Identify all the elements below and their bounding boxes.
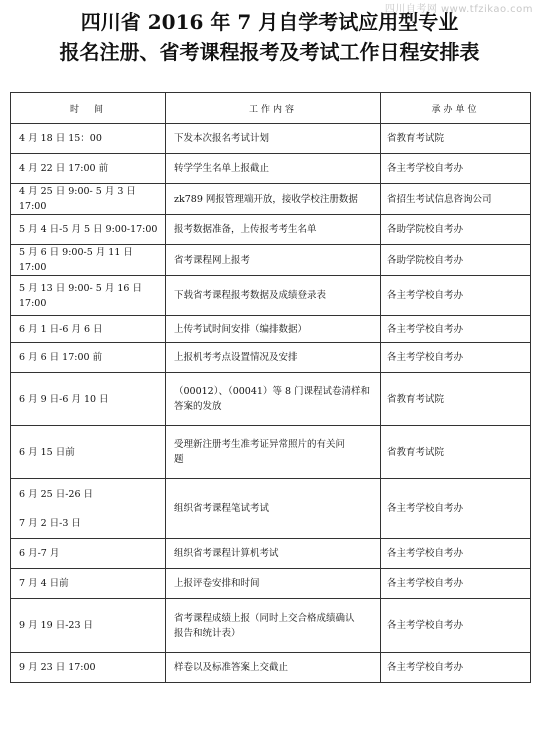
- cell-content-line: 省考课程成绩上报（同时上交合格成绩确认: [174, 612, 355, 624]
- header-unit: 承办单位: [381, 93, 531, 124]
- cell-content-line: 上报机考考点设置情况及安排: [174, 352, 298, 363]
- cell-unit: 各主考学校自考办: [381, 276, 531, 316]
- cell-time: [11, 539, 166, 569]
- cell-content-line: 上报评卷安排和时间: [174, 578, 260, 589]
- cell-content-line: zk789 网报管理端开放，接收学校注册数据: [174, 193, 358, 205]
- cell-content-line: 省考课程网上报考: [174, 254, 251, 266]
- cell-content-line: （00012）、（00041）等 8 门课程试卷清样和: [174, 386, 371, 397]
- table-row: [11, 426, 531, 479]
- cell-unit: 各主考学校自考办: [381, 154, 531, 184]
- cell-time-line: 5 月 6 日 9:00-5 月 11 日 17:00: [19, 247, 133, 273]
- cell-time-line: 7 月 4 日前: [19, 578, 69, 589]
- cell-time-line: 4 月 18 日 15：00: [19, 133, 102, 144]
- watermark: 四川自考网 www.tfzikao.com: [384, 4, 533, 15]
- cell-content: [166, 154, 381, 184]
- table-row: [11, 653, 531, 683]
- cell-time-line: 6 月-7 月: [19, 548, 60, 559]
- cell-content: [166, 539, 381, 569]
- table-row: [11, 599, 531, 653]
- cell-content-line: 报考数据准备，上传报考考生名单: [174, 224, 317, 235]
- cell-content: [166, 426, 381, 479]
- cell-unit: 省招生考试信息咨询公司: [381, 184, 531, 215]
- cell-time-line: 6 月 1 日-6 月 6 日: [19, 323, 103, 335]
- cell-unit: 各主考学校自考办: [381, 599, 531, 653]
- table-row: [11, 245, 531, 276]
- cell-unit: 各助学院校自考办: [381, 215, 531, 245]
- cell-time-line: 5 月 13 日 9:00- 5 月 16 日 17:00: [19, 282, 142, 309]
- cell-time-line: 4 月 25 日 9:00- 5 月 3 日 17:00: [19, 186, 136, 212]
- cell-unit: 各主考学校自考办: [381, 479, 531, 539]
- cell-time: [11, 245, 166, 276]
- cell-content-line: 答案的发放: [174, 401, 222, 412]
- table-row: [11, 479, 531, 539]
- cell-content-line: 报告和统计表）: [174, 627, 241, 639]
- cell-time-line: 4 月 22 日 17:00 前: [19, 163, 109, 174]
- table-row: [11, 154, 531, 184]
- cell-unit: 省教育考试院: [381, 426, 531, 479]
- cell-content-line: 题: [174, 454, 184, 465]
- cell-unit: 各主考学校自考办: [381, 569, 531, 599]
- cell-unit: 各主考学校自考办: [381, 316, 531, 343]
- cell-content-line: 样卷以及标准答案上交截止: [174, 662, 289, 673]
- cell-time: [11, 154, 166, 184]
- table-row: [11, 316, 531, 343]
- cell-unit: 省教育考试院: [381, 124, 531, 154]
- table-row: [11, 569, 531, 599]
- cell-time-line: 6 月 6 日 17:00 前: [19, 352, 103, 363]
- cell-content: [166, 215, 381, 245]
- cell-content: [166, 599, 381, 653]
- schedule-table: [10, 92, 531, 683]
- cell-content-line: 下载省考课程报考数据及成绩登录表: [174, 290, 327, 301]
- cell-content: [166, 343, 381, 373]
- cell-content-line: 受理新注册考生准考证异常照片的有关问: [174, 439, 346, 450]
- cell-content-line: 组织省考课程计算机考试: [174, 548, 279, 559]
- cell-time-line: 6 月 9 日-6 月 10 日: [19, 393, 109, 405]
- cell-time-line: 9 月 19 日-23 日: [19, 620, 94, 631]
- table-header-row: [11, 93, 531, 124]
- cell-time-line: 6 月 25 日-26 日: [19, 488, 94, 500]
- cell-time: [11, 479, 166, 539]
- cell-content: [166, 276, 381, 316]
- cell-time: [11, 653, 166, 683]
- header-content: 工作内容: [166, 93, 381, 124]
- cell-time: [11, 316, 166, 343]
- cell-content: [166, 124, 381, 154]
- page-title-line-1: 四川省 2016 年 7 月自学考试应用型专业: [80, 10, 459, 34]
- table-row: [11, 373, 531, 426]
- cell-content: [166, 653, 381, 683]
- cell-unit: 省教育考试院: [381, 373, 531, 426]
- cell-content-line: 上传考试时间安排（编排数据）: [174, 323, 308, 335]
- header-time: 时 间: [11, 93, 166, 124]
- cell-content-line: 转学学生名单上报截止: [174, 163, 270, 174]
- cell-content-line: 组织省考课程笔试考试: [174, 503, 270, 514]
- cell-time: [11, 373, 166, 426]
- cell-time: [11, 599, 166, 653]
- table-row: [11, 124, 531, 154]
- table-row: [11, 539, 531, 569]
- cell-time: [11, 124, 166, 154]
- cell-content: [166, 245, 381, 276]
- page-title-line-2: 报名注册、省考课程报考及考试工作日程安排表: [59, 40, 480, 64]
- cell-time: [11, 569, 166, 599]
- table-row: [11, 215, 531, 245]
- table-row: [11, 184, 531, 215]
- cell-time: [11, 184, 166, 215]
- cell-unit: 各主考学校自考办: [381, 539, 531, 569]
- cell-time-line: 7 月 2 日-3 日: [19, 517, 81, 529]
- cell-time: [11, 215, 166, 245]
- cell-unit: 各主考学校自考办: [381, 343, 531, 373]
- cell-content: [166, 569, 381, 599]
- cell-time-line: 9 月 23 日 17:00: [19, 662, 96, 673]
- cell-content: [166, 373, 381, 426]
- cell-unit: 各主考学校自考办: [381, 653, 531, 683]
- cell-content-line: 下发本次报名考试计划: [174, 133, 270, 144]
- cell-content: [166, 184, 381, 215]
- cell-unit: 各助学院校自考办: [381, 245, 531, 276]
- table-row: [11, 276, 531, 316]
- cell-time: [11, 343, 166, 373]
- cell-content: [166, 479, 381, 539]
- cell-content: [166, 316, 381, 343]
- cell-time: [11, 276, 166, 316]
- cell-time-line: 5 月 4 日-5 月 5 日 9:00-17:00: [19, 224, 158, 235]
- cell-time-line: 6 月 15 日前: [19, 446, 75, 458]
- cell-time: [11, 426, 166, 479]
- table-row: [11, 343, 531, 373]
